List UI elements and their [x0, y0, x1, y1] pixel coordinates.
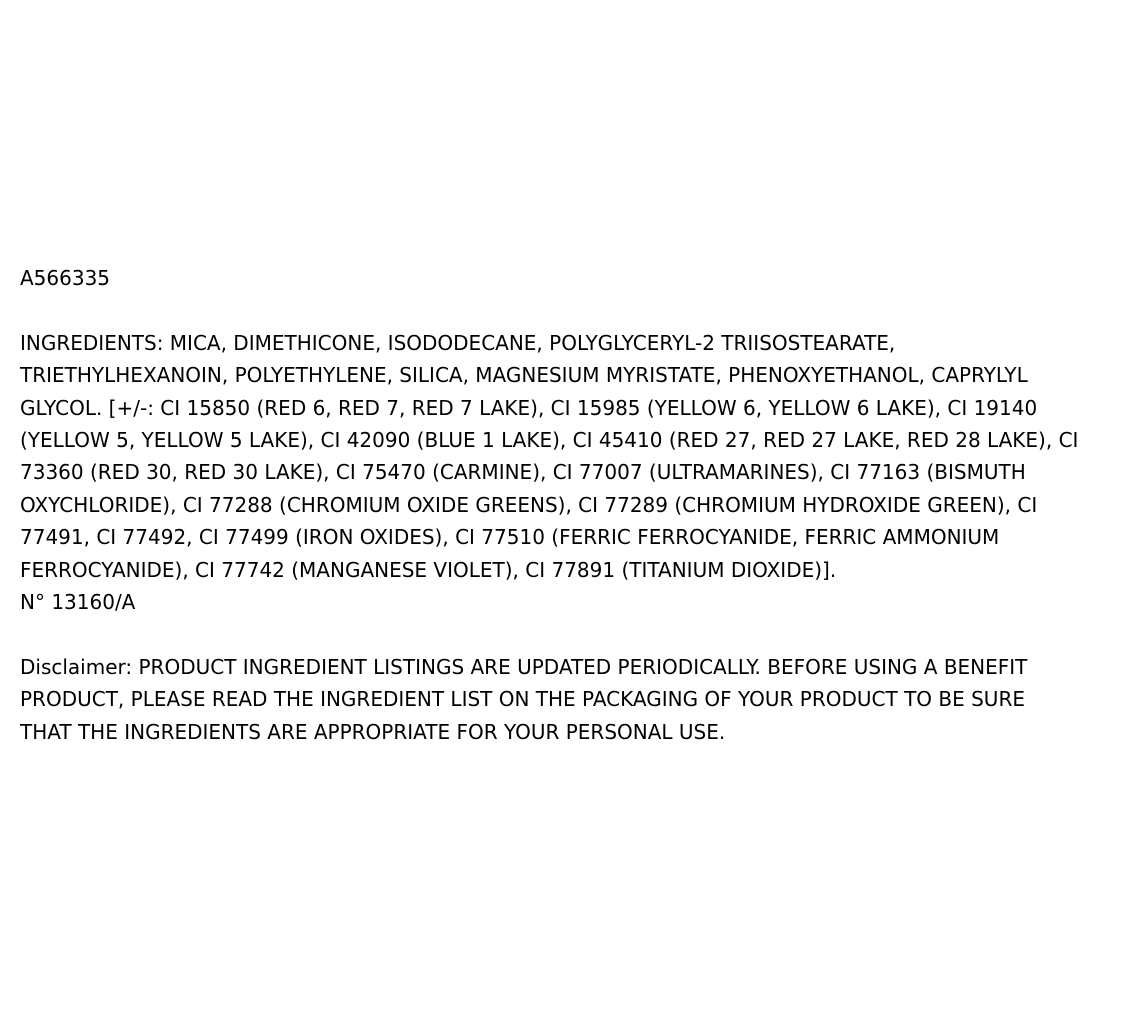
ingredients-line: TRIETHYLHEXANOIN, POLYETHYLENE, SILICA, MAGNESIUM MYRISTATE, PHENOXYETHANOL, CAPRYLYL [20, 363, 1028, 388]
spacer [20, 294, 1120, 326]
ingredients-line: INGREDIENTS: MICA, DIMETHICONE, ISODODECANE, POLYGLYCERYL-2 TRIISOSTEARATE, [20, 330, 896, 355]
disclaimer-line: THAT THE INGREDIENTS ARE APPROPRIATE FOR YOUR PERSONAL USE. [20, 719, 726, 744]
ingredients-line: (YELLOW 5, YELLOW 5 LAKE), CI 42090 (BLUE 1 LAKE), CI 45410 (RED 27, RED 27 LAKE, RED 28 LAKE), CI [20, 428, 1079, 453]
ingredients-line: GLYCOL. [+/-: CI 15850 (RED 6, RED 7, RED 7 LAKE), CI 15985 (YELLOW 6, YELLOW 6 LAKE), CI 19140 [20, 395, 1038, 420]
formula-number: N° 13160/A [20, 590, 136, 615]
disclaimer-line: PRODUCT, PLEASE READ THE INGREDIENT LIST ON THE PACKAGING OF YOUR PRODUCT TO BE SURE [20, 687, 1025, 712]
disclaimer-paragraph [20, 651, 1120, 748]
ingredient-document [20, 262, 1120, 748]
spacer [20, 618, 1120, 650]
product-code: A566335 [20, 266, 111, 290]
disclaimer-line: Disclaimer: PRODUCT INGREDIENT LISTINGS ARE UPDATED PERIODICALLY. BEFORE USING A BENEFIT [20, 654, 1028, 679]
ingredients-paragraph [20, 327, 1120, 586]
ingredients-line: 73360 (RED 30, RED 30 LAKE), CI 75470 (CARMINE), CI 77007 (ULTRAMARINES), CI 77163 (BISMUTH [20, 460, 1026, 485]
ingredients-line: FERROCYANIDE), CI 77742 (MANGANESE VIOLET), CI 77891 (TITANIUM DIOXIDE)]. [20, 557, 837, 582]
ingredients-line: 77491, CI 77492, CI 77499 (IRON OXIDES), CI 77510 (FERRIC FERROCYANIDE, FERRIC AMMONIUM [20, 525, 1000, 550]
ingredients-line: OXYCHLORIDE), CI 77288 (CHROMIUM OXIDE GREENS), CI 77289 (CHROMIUM HYDROXIDE GREEN), CI [20, 492, 1038, 517]
